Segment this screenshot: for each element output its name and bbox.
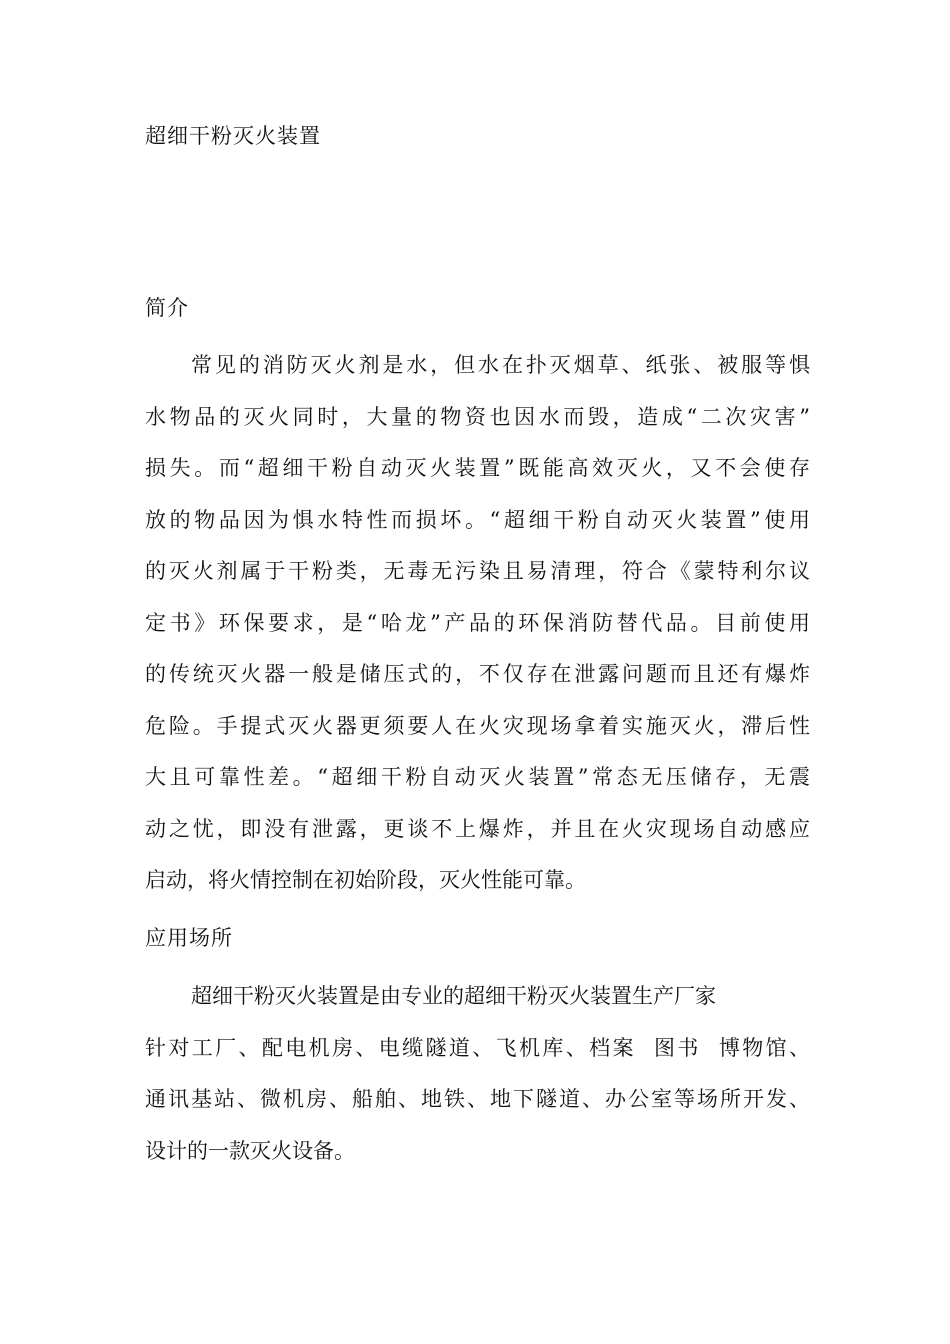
- text-line: 损失。而“超细干粉自动灭火装置”既能高效灭火，又不会使存: [145, 456, 810, 480]
- section-heading-applications: 应用场所: [145, 926, 233, 950]
- document-title: 超细干粉灭火装置: [145, 124, 321, 148]
- text-line: 通讯基站、微机房、船舶、地铁、地下隧道、办公室等场所开发、: [145, 1087, 810, 1111]
- text-line: 启动，将火情控制在初始阶段，灭火性能可靠。: [145, 868, 586, 892]
- text-line: 的灭火剂属于干粉类，无毒无污染且易清理，符合《蒙特利尔议: [145, 559, 810, 583]
- text-line: 的传统灭火器一般是储压式的，不仅存在泄露问题而且还有爆炸: [145, 662, 810, 686]
- section-heading-intro: 简介: [145, 296, 189, 320]
- applications-paragraph: [145, 971, 810, 1177]
- text-line: 针对工厂、配电机房、电缆隧道、飞机库、档案 图书 博物馆、: [145, 1035, 810, 1060]
- intro-paragraph: [145, 340, 810, 907]
- text-line: 动之忧，即没有泄露，更谈不上爆炸，并且在火灾现场自动感应: [145, 816, 810, 841]
- text-line: 放的物品因为惧水特性而损坏。“超细干粉自动灭火装置”使用: [145, 507, 810, 532]
- text-line: 水物品的灭火同时，大量的物资也因水而毁，造成“二次灾害”: [145, 404, 810, 429]
- text-line: 定书》环保要求，是“哈龙”产品的环保消防替代品。目前使用: [145, 610, 810, 635]
- text-line: 危险。手提式灭火器更须要人在火灾现场拿着实施灭火，滞后性: [145, 713, 810, 738]
- text-line: 超细干粉灭火装置是由专业的超细干粉灭火装置生产厂家: [191, 984, 716, 1008]
- text-line: 大且可靠性差。“超细干粉自动灭火装置”常态无压储存，无震: [145, 765, 810, 789]
- text-line: 设计的一款灭火设备。: [145, 1138, 355, 1163]
- text-line: 常见的消防灭火剂是水，但水在扑灭烟草、纸张、被服等惧: [191, 353, 810, 377]
